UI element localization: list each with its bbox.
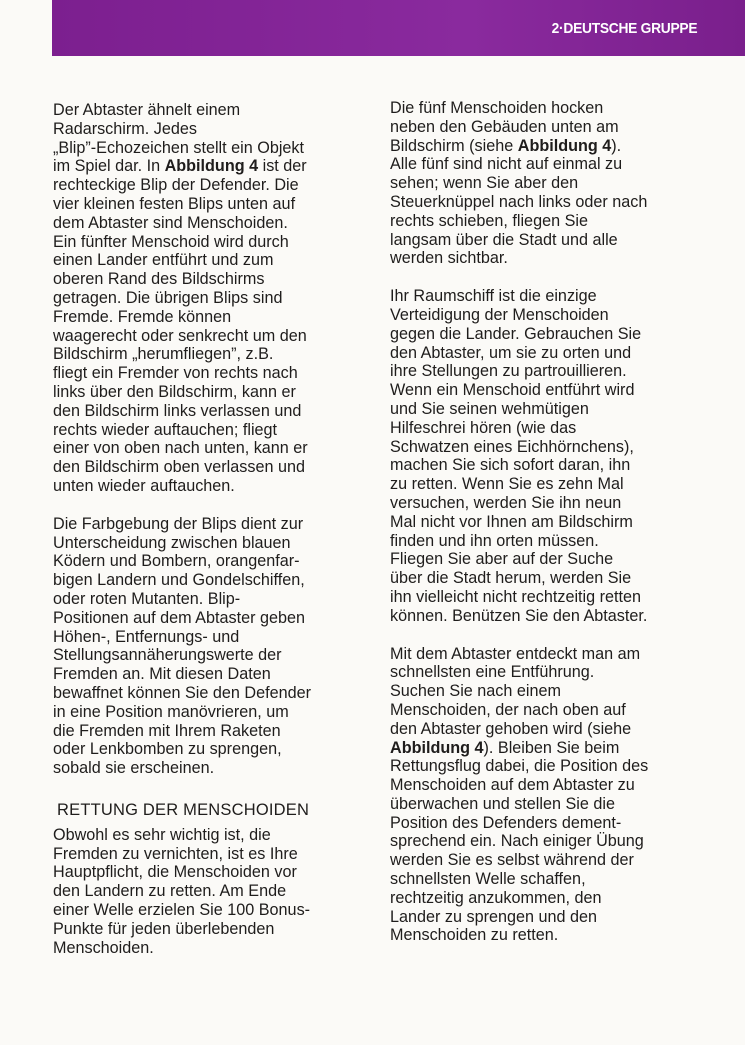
text-line: Menschoiden. — [53, 938, 154, 957]
text-line: Lander zu sprengen und den — [390, 907, 598, 926]
bold-term: Abbildung 4 — [517, 136, 612, 155]
text-line: können. Benützen Sie den Abtaster. — [390, 606, 648, 625]
text-line: rechtzeitig anzukommen, den — [390, 888, 602, 907]
text-line: Fremde. Fremde können — [53, 307, 232, 326]
text-line: sobald sie erscheinen. — [53, 759, 215, 778]
text-line: Fremden zu vernichten, ist es Ihre — [53, 844, 298, 863]
text-line: Position des Defenders dement- — [390, 813, 622, 832]
text-line: den Landern zu retten. Am Ende — [53, 882, 287, 901]
text-line: einer von oben nach unten, kann er — [53, 439, 308, 458]
text-line: Verteidigung der Menschoiden — [390, 305, 609, 324]
text-line: Unterscheidung zwischen blauen — [53, 533, 291, 552]
text-line: schnellsten eine Entführung. — [390, 663, 595, 682]
left-paragraph-2 — [53, 515, 355, 778]
text-line: „Blip”-Echozeichen stellt ein Objekt — [53, 138, 305, 157]
text-line: vier kleinen festen Blips unten auf — [53, 194, 296, 213]
text-line: waagerecht oder senkrecht um den — [53, 326, 307, 345]
bold-term: Abbildung 4 — [390, 738, 484, 757]
text-line: überwachen und stellen Sie die — [390, 794, 615, 813]
right-paragraph-1 — [390, 99, 692, 268]
text-line: Bildschirm „herumfliegen”, z.B. — [53, 345, 274, 364]
text-line: Fliegen Sie aber auf der Suche — [390, 550, 614, 569]
text-line: langsam über die Stadt und alle — [390, 230, 618, 249]
text-line: sprechend ein. Nach einiger Übung — [390, 832, 644, 851]
text-line: Positionen auf dem Abtaster geben — [53, 608, 305, 627]
text-line: Die Farbgebung der Blips dient zur — [53, 514, 304, 533]
text-line: Menschoiden, der nach oben auf — [390, 700, 626, 719]
text-line: sehen; wenn Sie aber den — [390, 174, 579, 193]
text-line: versuchen, werden Sie ihn neun — [390, 493, 622, 512]
text-line: Mal nicht vor Ihnen am Bildschirm — [390, 512, 633, 531]
text-line: Bildschirm (siehe Abbildung 4). — [390, 136, 622, 155]
text-line: neben den Gebäuden unten am — [390, 117, 619, 136]
text-line: Der Abtaster ähnelt einem — [53, 101, 241, 119]
text-line: oberen Rand des Bildschirms — [53, 270, 265, 289]
text-line: ihn vielleicht nicht rechtzeitig retten — [390, 587, 642, 606]
text-line: Suchen Sie nach einem — [390, 682, 561, 701]
text-line: fliegt ein Fremder von rechts nach — [53, 364, 298, 383]
text-line: einer Welle erzielen Sie 100 Bonus- — [53, 901, 311, 920]
text-line: Mit dem Abtaster entdeckt man am — [390, 644, 641, 663]
text-line: rechts wieder auftauchen; fliegt — [53, 420, 278, 439]
text-line: Ein fünfter Menschoid wird durch — [53, 232, 289, 251]
text-line: Obwohl es sehr wichtig ist, die — [53, 825, 271, 844]
text-line: Schwatzen eines Eichhörnchens), — [390, 437, 634, 456]
text-line: Menschoiden zu retten. — [390, 926, 559, 945]
right-paragraph-2 — [390, 287, 692, 625]
text-line: gegen die Lander. Gebrauchen Sie — [390, 324, 642, 343]
text-line: dem Abtaster sind Menschoiden. — [53, 213, 288, 232]
text-line: in eine Position manövrieren, um — [53, 702, 289, 721]
right-paragraph-3 — [390, 645, 692, 946]
text-line: Fremden an. Mit diesen Daten — [53, 665, 271, 684]
text-line: Abbildung 4). Bleiben Sie beim — [390, 738, 620, 757]
text-line: finden und ihn orten müssen. — [390, 531, 599, 550]
text-line: rechts schieben, fliegen Sie — [390, 211, 588, 230]
text-line: im Spiel dar. In Abbildung 4 ist der — [53, 157, 307, 176]
text-line: über die Stadt herum, werden Sie — [390, 569, 632, 588]
text-line: unten wieder auftauchen. — [53, 476, 235, 495]
text-line: einen Lander entführt und zum — [53, 251, 274, 270]
left-paragraph-3 — [53, 826, 355, 958]
text-line: getragen. Die übrigen Blips sind — [53, 288, 283, 307]
left-paragraph-1 — [53, 101, 355, 496]
text-line: Die fünf Menschoiden hocken — [390, 99, 604, 117]
right-column — [390, 99, 692, 945]
text-line: Radarschirm. Jedes — [53, 119, 197, 138]
text-line: machen Sie sich sofort daran, ihn — [390, 456, 631, 475]
text-line: bigen Landern und Gondelschiffen, — [53, 571, 305, 590]
section-heading: RETTUNG DER MENSCHOIDEN — [57, 800, 310, 819]
text-line: schnellsten Welle schaffen, — [390, 870, 586, 889]
text-line: Punkte für jeden überlebenden — [53, 919, 275, 938]
text-line: Rettungsflug dabei, die Position des — [390, 757, 649, 776]
text-line: rechteckige Blip der Defender. Die — [53, 176, 299, 195]
text-line: Höhen-, Entfernungs- und — [53, 627, 240, 646]
text-line: Steuerknüppel nach links oder nach — [390, 192, 648, 211]
bold-term: Abbildung 4 — [164, 157, 259, 176]
text-line: und Sie seinen wehmütigen — [390, 399, 589, 418]
text-line: den Bildschirm oben verlassen und — [53, 458, 305, 477]
text-line: Ihr Raumschiff ist die einzige — [390, 287, 597, 306]
section-label: 2·DEUTSCHE GRUPPE — [551, 20, 697, 37]
text-line: Alle fünf sind nicht auf einmal zu — [390, 155, 623, 174]
text-line: den Abtaster, um sie zu orten und — [390, 343, 632, 362]
text-line: Wenn ein Menschoid entführt wird — [390, 381, 635, 400]
text-line: werden sichtbar. — [390, 249, 508, 268]
text-line: Hilfeschrei hören (wie das — [390, 418, 577, 437]
text-line: Stellungsannäherungswerte der — [53, 646, 282, 665]
left-column — [53, 99, 355, 957]
text-line: bewaffnet können Sie den Defender — [53, 683, 311, 702]
text-line: den Bildschirm links verlassen und — [53, 401, 302, 420]
text-line: Hauptpflicht, die Menschoiden vor — [53, 863, 297, 882]
text-line: ihre Stellungen zu partrouillieren. — [390, 362, 627, 381]
text-line: Menschoiden auf dem Abtaster zu — [390, 776, 635, 795]
header-bar — [52, 0, 745, 56]
text-line: oder Lenkbomben zu sprengen, — [53, 740, 282, 759]
text-line: oder roten Mutanten. Blip- — [53, 589, 241, 608]
text-line: zu retten. Wenn Sie es zehn Mal — [390, 475, 624, 494]
text-line: werden Sie es selbst während der — [390, 851, 634, 870]
text-line: links über den Bildschirm, kann er — [53, 382, 296, 401]
text-line: Ködern und Bombern, orangenfar- — [53, 552, 300, 571]
text-line: den Abtaster gehoben wird (siehe — [390, 719, 632, 738]
text-line: die Fremden mit Ihrem Raketen — [53, 721, 281, 740]
